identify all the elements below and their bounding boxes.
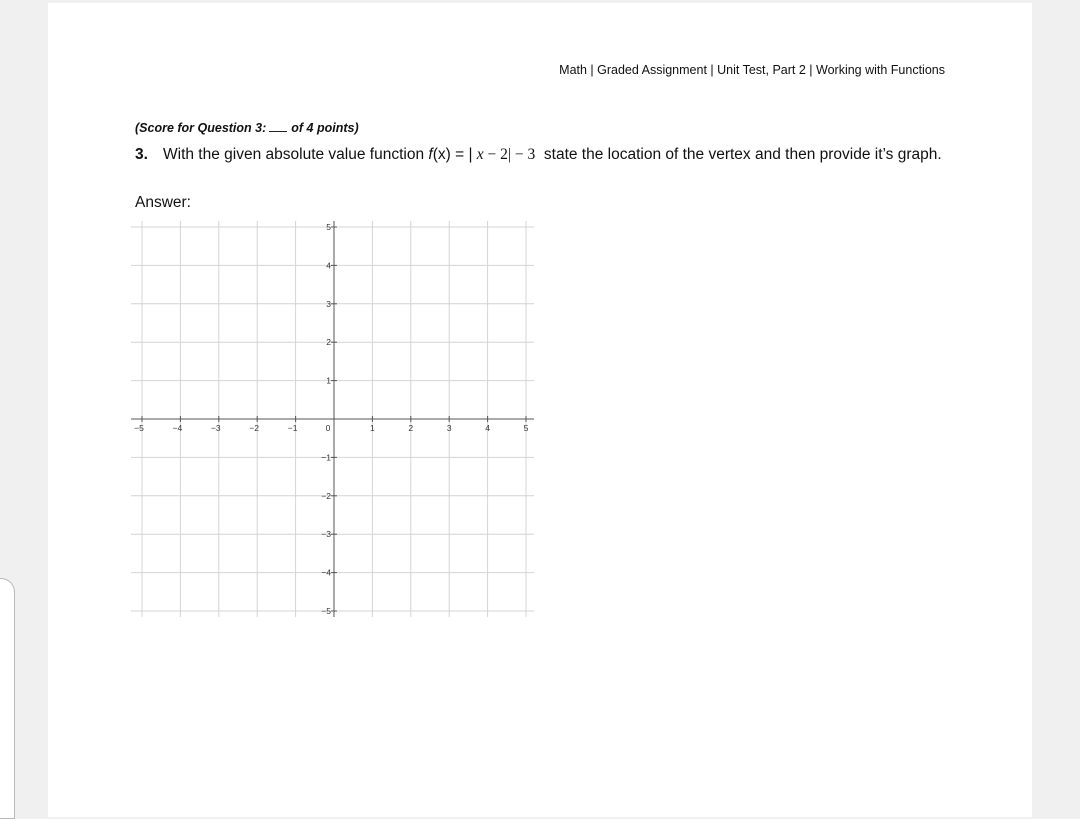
- score-blank: [269, 121, 287, 132]
- score-suffix: of 4 points): [291, 121, 359, 135]
- x-tick-label: 4: [485, 423, 490, 433]
- x-tick-label: 2: [408, 423, 414, 433]
- x-tick-label: −3: [210, 423, 221, 433]
- x-tick-label: −1: [287, 423, 298, 433]
- y-tick-label: −5: [321, 606, 331, 616]
- y-tick-label: −3: [321, 529, 331, 540]
- y-tick-label: 2: [326, 337, 331, 348]
- y-tick-label: 4: [326, 260, 331, 271]
- y-tick-label: 1: [326, 375, 331, 386]
- x-tick-label: −5: [134, 423, 144, 433]
- x-tick-label: −4: [172, 423, 183, 433]
- y-tick-label: −1: [321, 452, 331, 463]
- y-tick-label: 3: [326, 298, 331, 309]
- y-tick-label: −4: [321, 567, 331, 578]
- side-panel-handle[interactable]: [0, 578, 15, 819]
- x-tick-label: −2: [249, 423, 260, 433]
- y-tick-label: 5: [326, 222, 331, 232]
- page-header: Math | Graded Assignment | Unit Test, Part 2 | Working with Functions: [559, 63, 945, 77]
- y-tick-label: −2: [321, 490, 331, 501]
- x-tick-label: 3: [446, 423, 452, 433]
- x-tick-label: 5: [523, 423, 529, 433]
- document-page: [48, 3, 1032, 817]
- question-text-before: With the given absolute value function: [163, 146, 425, 163]
- answer-label: Answer:: [135, 194, 191, 211]
- score-line: [135, 121, 359, 135]
- x-tick-label: 1: [370, 423, 375, 433]
- function-expression: [428, 146, 535, 163]
- x-tick-label: 0: [325, 423, 331, 433]
- question-number: 3.: [135, 146, 148, 163]
- coordinate-grid[interactable]: [131, 217, 541, 619]
- question-text: [163, 145, 963, 164]
- expression-tail: − 2| − 3: [483, 146, 536, 163]
- expression-variable: x: [476, 146, 484, 163]
- score-prefix: (Score for Question 3:: [135, 121, 267, 135]
- function-name: f: [428, 146, 433, 163]
- question-text-after: state the location of the vertex and then provide it’s graph.: [543, 146, 942, 163]
- function-rest: (x) = |: [432, 146, 477, 163]
